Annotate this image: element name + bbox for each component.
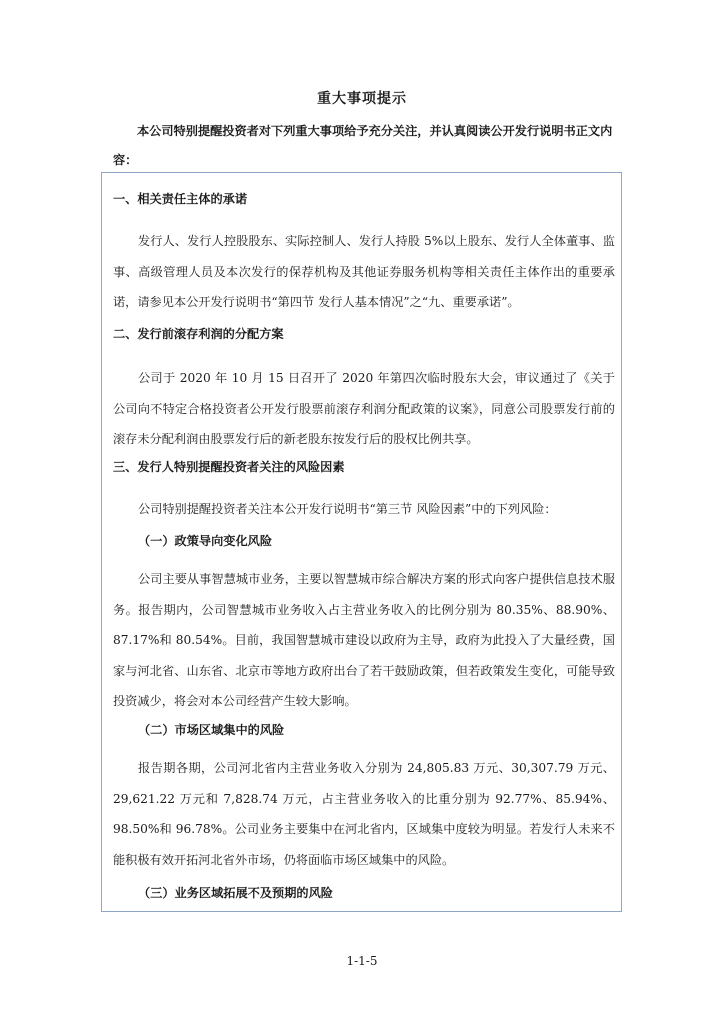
section-text-1: 发行人、发行人控股股东、实际控制人、发行人持股 5%以上股东、发行人全体董事、监事、高级管理人员及本次发行的保荐机构及其他证券服务机构等相关责任主体作出的重要承诺，请参见本公开发行说明书“第四节 发行人基本情况”之“九、重要承诺”。 <box>113 234 615 309</box>
risk-heading-1: （一）政策导向变化风险 <box>138 534 273 548</box>
section-text-2: 公司于 2020 年 10 月 15 日召开了 2020 年第四次临时股东大会，审议通过了《关于公司向不特定合格投资者公开发行股票前滚存利润分配政策的议案》，同意公司股票发行前的滚存未分配利润由股票发行后的新老股东按发行后的股权比例共享。 <box>113 371 615 446</box>
section-heading-3: 三、发行人特别提醒投资者关注的风险因素 <box>113 460 345 474</box>
risk-text-1: 公司主要从事智慧城市业务，主要以智慧城市综合解决方案的形式向客户提供信息技术服务。报告期内，公司智慧城市业务收入占主营业务收入的比例分别为 80.35%、88.90%、87.17%和 80.54%。目前，我国智慧城市建设以政府为主导，政府为此投入了大量经费，国家与河北省、山东省、北京市等地方政府出台了若干鼓励政策，但若政策发生变化，可能导致投资减少，将会对本公司经营产生较大影响。 <box>113 572 615 708</box>
risk-heading-2: （二）市场区域集中的风险 <box>138 723 285 737</box>
section-text-3: 公司特别提醒投资者关注本公开发行说明书“第三节 风险因素”中的下列风险： <box>138 502 557 516</box>
risk-text-2: 报告期各期，公司河北省内主营业务收入分别为 24,805.83 万元、30,307.79 万元、29,621.22 万元和 7,828.74 万元，占主营业务收入的比重分别为 92.77%、85.94%、98.50%和 96.78%。公司业务主要集中在河北省内，区域集中度较为明显。若发行人未来不能积极有效开拓河北省外市场，仍将面临市场区域集中的风险。 <box>113 761 615 867</box>
section-heading-2: 二、发行前滚存利润的分配方案 <box>113 327 284 341</box>
page-number: 1-1-5 <box>346 954 378 968</box>
notice-box <box>101 172 622 912</box>
intro-paragraph: 本公司特别提醒投资者对下列重大事项给予充分关注，并认真阅读公开发行说明书正文内容： <box>113 124 613 167</box>
page-title: 重大事项提示 <box>317 91 407 107</box>
risk-heading-3: （三）业务区域拓展不及预期的风险 <box>138 886 333 900</box>
section-heading-1: 一、相关责任主体的承诺 <box>113 192 248 206</box>
